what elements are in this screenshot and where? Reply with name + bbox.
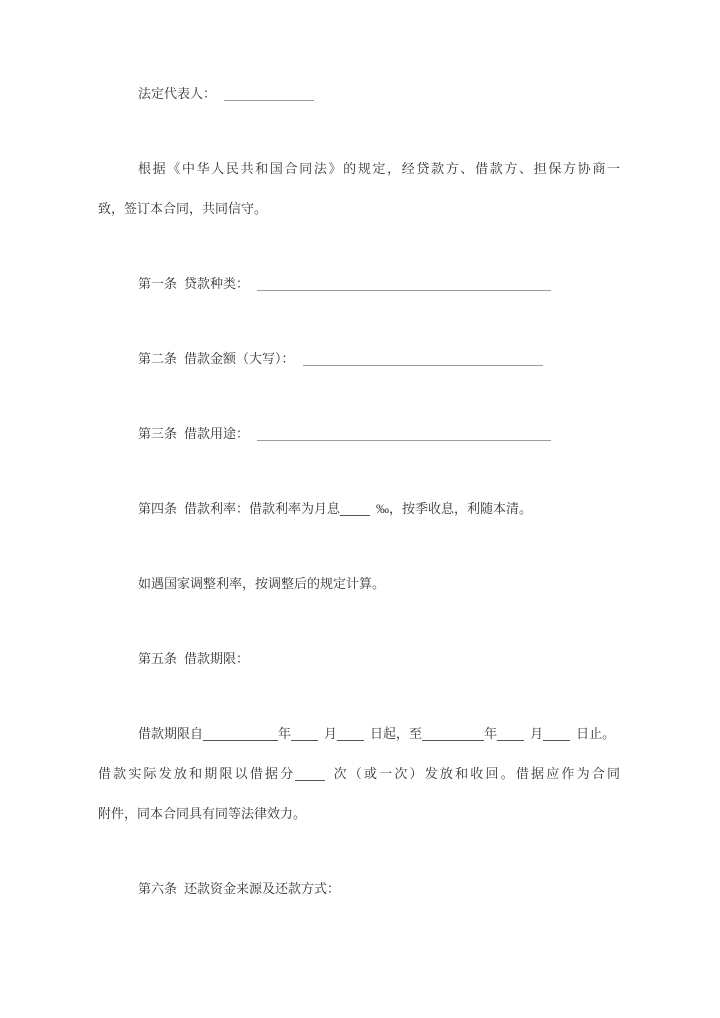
- loan-type-blank[interactable]: [257, 275, 551, 291]
- loan-purpose-blank[interactable]: [257, 425, 551, 441]
- loan-amount-blank[interactable]: [303, 350, 543, 366]
- article-2-loan-amount: [98, 339, 620, 379]
- rate-adjustment-text: 如遇国家调整利率，按调整后的规定计算。: [138, 576, 386, 591]
- end-year-blank[interactable]: [422, 725, 484, 741]
- end-month-blank[interactable]: [497, 725, 524, 741]
- article-4-number: 第四条: [138, 501, 178, 516]
- term-month-2: 月: [530, 726, 544, 741]
- start-month-blank[interactable]: [291, 725, 318, 741]
- disbursement-text-2: 次（或一次）发放和收回。借据应作为合同: [331, 766, 620, 781]
- article-6-label: 还款资金来源及还款方式：: [184, 881, 341, 896]
- article-6-repayment: [98, 869, 620, 909]
- legal-representative-line: [98, 74, 620, 114]
- article-1-loan-type: [98, 264, 620, 304]
- preamble-paragraph: [98, 149, 620, 229]
- article-2-label: 借款金额（大写）：: [184, 351, 295, 366]
- term-text-from: 借款期限自: [138, 726, 204, 741]
- preamble-line-1: [98, 149, 620, 189]
- term-disbursement-line: [98, 754, 620, 794]
- article-3-number: 第三条: [138, 426, 178, 441]
- term-dates-line: [98, 714, 620, 754]
- article-5-label: 借款期限：: [184, 651, 250, 666]
- preamble-text-2: 致，签订本合同，共同信守。: [98, 201, 268, 216]
- loan-term-paragraph: [98, 714, 620, 834]
- preamble-line-2: [98, 189, 620, 229]
- term-text-end: 日止。: [576, 726, 616, 741]
- term-year-1: 年: [278, 726, 292, 741]
- article-5-loan-term: [98, 639, 620, 679]
- article-5-number: 第五条: [138, 651, 178, 666]
- start-day-blank[interactable]: [337, 725, 364, 741]
- article-1-label: 贷款种类：: [184, 276, 250, 291]
- article-2-number: 第二条: [138, 351, 178, 366]
- term-year-2: 年: [484, 726, 498, 741]
- article-4-label: 借款利率：: [184, 501, 250, 516]
- article-4-text: 借款利率为月息: [249, 501, 341, 516]
- attachment-text: 附件，同本合同具有同等法律效力。: [98, 806, 307, 821]
- legal-representative-label: 法定代表人：: [138, 86, 217, 101]
- article-3-label: 借款用途：: [184, 426, 250, 441]
- term-month-1: 月: [324, 726, 338, 741]
- article-4-interest-rate: [98, 489, 620, 529]
- installments-blank[interactable]: [295, 765, 325, 781]
- article-1-number: 第一条: [138, 276, 178, 291]
- article-4-tail: ‰，按季收息，利随本清。: [376, 501, 533, 516]
- article-6-number: 第六条: [138, 881, 178, 896]
- term-attachment-line: [98, 794, 620, 834]
- term-text-to: 日起，至: [370, 726, 423, 741]
- disbursement-text-1: 借款实际发放和期限以借据分: [98, 766, 296, 781]
- article-3-loan-purpose: [98, 414, 620, 454]
- end-day-blank[interactable]: [543, 725, 570, 741]
- interest-rate-blank[interactable]: [340, 500, 370, 516]
- preamble-text-1: 根据《中华人民共和国合同法》的规定，经贷款方、借款方、担保方协商一: [138, 161, 620, 176]
- rate-adjustment-note: [98, 564, 620, 604]
- legal-representative-blank[interactable]: [224, 85, 314, 101]
- start-year-blank[interactable]: [203, 725, 278, 741]
